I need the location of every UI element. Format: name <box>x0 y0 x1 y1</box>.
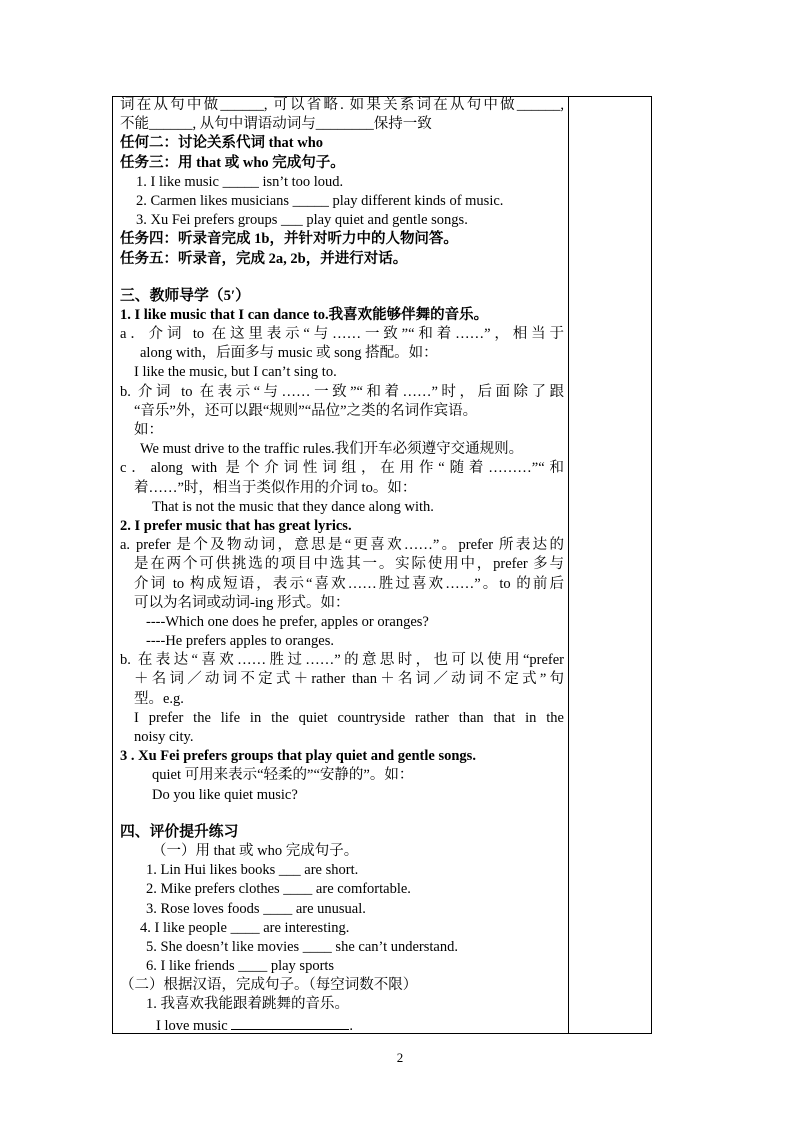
page-number: 2 <box>396 1050 404 1065</box>
example-line: ----He prefers apples to oranges. <box>146 633 335 650</box>
exercise-answer-line <box>120 1015 564 1034</box>
answer-blank <box>231 1015 349 1030</box>
spacer <box>120 269 564 287</box>
text-line: quiet 可用来表示“轻柔的”“安静的”。如： <box>152 767 414 784</box>
task-heading: 任务四：听录音完成 1b，并针对听力中的人物问答。 <box>120 231 458 248</box>
text-line: a．介词 to 在这里表示“与……一致”“和着……”，相当于 <box>120 326 564 343</box>
exercise-item: 3. Xu Fei prefers groups ___ play quiet and gentle songs. <box>136 212 468 229</box>
task-heading: 任务三：用 that 或 who 完成句子。 <box>120 154 345 171</box>
text-line: “音乐”外，还可以跟“规则”“品位”之类的名词作宾语。 <box>134 402 478 419</box>
exercise-item: 3. Rose loves foods ____ are unusual. <box>146 900 366 917</box>
text-line: b. 介词 to 在表示“与……一致”“和着……”时，后面除了跟 <box>120 383 564 400</box>
text-line: 着……”时，相当于类似作用的介词 to。如： <box>134 479 417 496</box>
example-line: That is not the music that they dance along with. <box>152 498 434 515</box>
text-line: along with，后面多与 music 或 song 搭配。如： <box>140 345 438 362</box>
exercise-item: 1. 我喜欢我能跟着跳舞的音乐。 <box>146 996 349 1013</box>
answer-prompt: I love music <box>156 1017 228 1034</box>
text-line: a. prefer 是个及物动词，意思是“更喜欢……”。prefer 所表达的 <box>120 537 564 554</box>
section-heading: 三、教师导学（5′） <box>120 287 250 304</box>
exercise-item: 4. I like people ____ are interesting. <box>140 919 350 936</box>
example-line: We must drive to the traffic rules.我们开车必须遵守交通规则。 <box>140 441 524 458</box>
exercise-item: 1. Lin Hui likes books ___ are short. <box>146 862 359 879</box>
exercise-item: 2. Mike prefers clothes ____ are comfortable. <box>146 881 411 898</box>
text-line: 不能______, 从句中谓语动词与________保持一致 <box>120 116 432 133</box>
exercise-item: 5. She doesn’t like movies ____ she can’t understand. <box>146 938 458 955</box>
spacer <box>120 805 564 823</box>
example-line: I prefer the life in the quiet countryside rather than that in the <box>134 709 564 726</box>
text-line: 型。e.g. <box>134 690 184 707</box>
example-line: ----Which one does he prefer, apples or oranges? <box>146 613 429 630</box>
exercise-item: 1. I like music _____ isn’t too loud. <box>136 173 344 190</box>
table-column-divider <box>568 96 569 1034</box>
example-line: I like the music, but I can’t sing to. <box>134 364 337 381</box>
exercise-subheading: （一）用 that 或 who 完成句子。 <box>152 842 359 859</box>
answer-period: . <box>349 1017 353 1034</box>
exercise-item: 2. Carmen likes musicians _____ play different kinds of music. <box>136 192 504 209</box>
point-heading: 1. I like music that I can dance to.我喜欢能够伴舞的音乐。 <box>120 306 489 323</box>
example-line: noisy city. <box>134 729 194 745</box>
exercise-item: 6. I like friends ____ play sports <box>146 958 335 975</box>
point-heading: 2. I prefer music that has great lyrics. <box>120 517 352 534</box>
point-heading: 3 . Xu Fei prefers groups that play quiet and gentle songs. <box>120 748 476 765</box>
text-line: 如： <box>134 422 163 438</box>
task-heading: 任何二：讨论关系代词 that who <box>120 135 324 152</box>
text-line: ＋名词／动词不定式＋rather than＋名词／动词不定式”句 <box>134 671 564 688</box>
text-line: b. 在表达“喜欢……胜过……”的意思时，也可以使用“prefer <box>120 652 564 669</box>
task-heading: 任务五：听录音，完成 2a, 2b，并进行对话。 <box>120 250 408 267</box>
text-line: 词在从句中做______, 可以省略. 如果关系词在从句中做______, <box>120 97 564 113</box>
text-line: 是在两个可供挑选的项目中选其一。实际使用中，prefer 多与 <box>134 556 564 573</box>
text-line: 介词 to 构成短语，表示“喜欢……胜过喜欢……”。to 的前后 <box>134 575 564 592</box>
text-line: c．along with 是个介词性词组，在用作“随着………”“和 <box>120 460 564 477</box>
exercise-subheading: （二）根据汉语，完成句子。（每空词数不限） <box>120 977 418 994</box>
lesson-content <box>120 96 564 1034</box>
example-line: Do you like quiet music? <box>152 786 298 803</box>
text-line: 可以为名词或动词-ing 形式。如： <box>134 594 350 611</box>
section-heading: 四、评价提升练习 <box>120 823 239 840</box>
